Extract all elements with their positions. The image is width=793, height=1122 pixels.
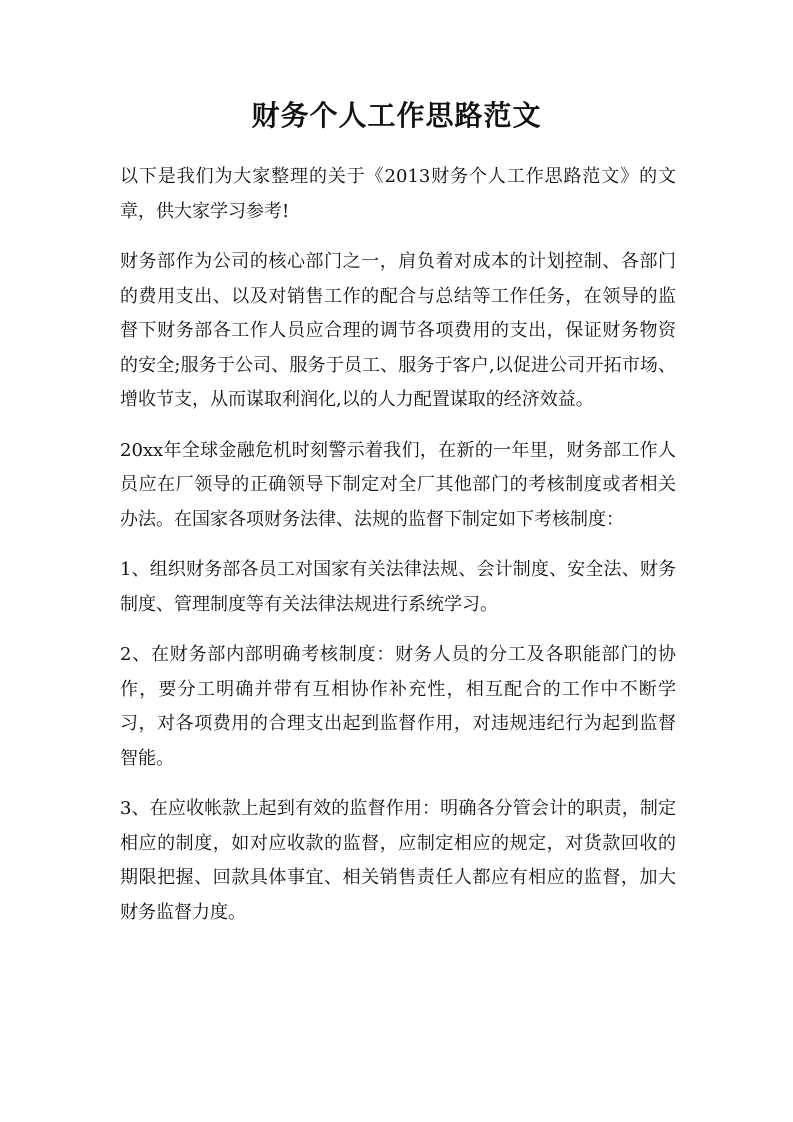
document-body xyxy=(120,160,676,946)
paragraph-department-role: 财务部作为公司的核心部门之一，肩负着对成本的计划控制、各部门的费用支出、以及对销售工作的配合与总结等工作任务，在领导的监督下财务部各工作人员应合理的调节各项费用的支出，保证财务物资的安全;服务于公司、服务于员工、服务于客户,以促进公司开拓市场、增收节支，从而谋取利润化,以的人力配置谋取的经济效益。 xyxy=(120,251,676,410)
document-title: 财务个人工作思路范文 xyxy=(251,99,542,132)
paragraph-item-3: 3、在应收帐款上起到有效的监督作用：明确各分管会计的职责，制定相应的制度，如对应收款的监督，应制定相应的规定，对货款回收的期限把握、回款具体事宜、相关销售责任人都应有相应的监督，加大财务监督力度。 xyxy=(120,798,676,923)
paragraph-intro: 以下是我们为大家整理的关于《2013财务个人工作思路范文》的文章，供大家学习参考! xyxy=(120,166,676,222)
paragraph-item-1: 1、组织财务部各员工对国家有关法律法规、会计制度、安全法、财务制度、管理制度等有关法律法规进行系统学习。 xyxy=(120,559,676,615)
paragraph-assessment-system: 20xx年全球金融危机时刻警示着我们，在新的一年里，财务部工作人员应在厂领导的正确领导下制定对全厂其他部门的考核制度或者相关办法。在国家各项财务法律、法规的监督下制定如下考核制度： xyxy=(120,439,676,530)
paragraph-item-2: 2、在财务部内部明确考核制度：财务人员的分工及各职能部门的协作，要分工明确并带有互相协作补充性，相互配合的工作中不断学习，对各项费用的合理支出起到监督作用，对违规违纪行为起到监督智能。 xyxy=(120,644,676,769)
